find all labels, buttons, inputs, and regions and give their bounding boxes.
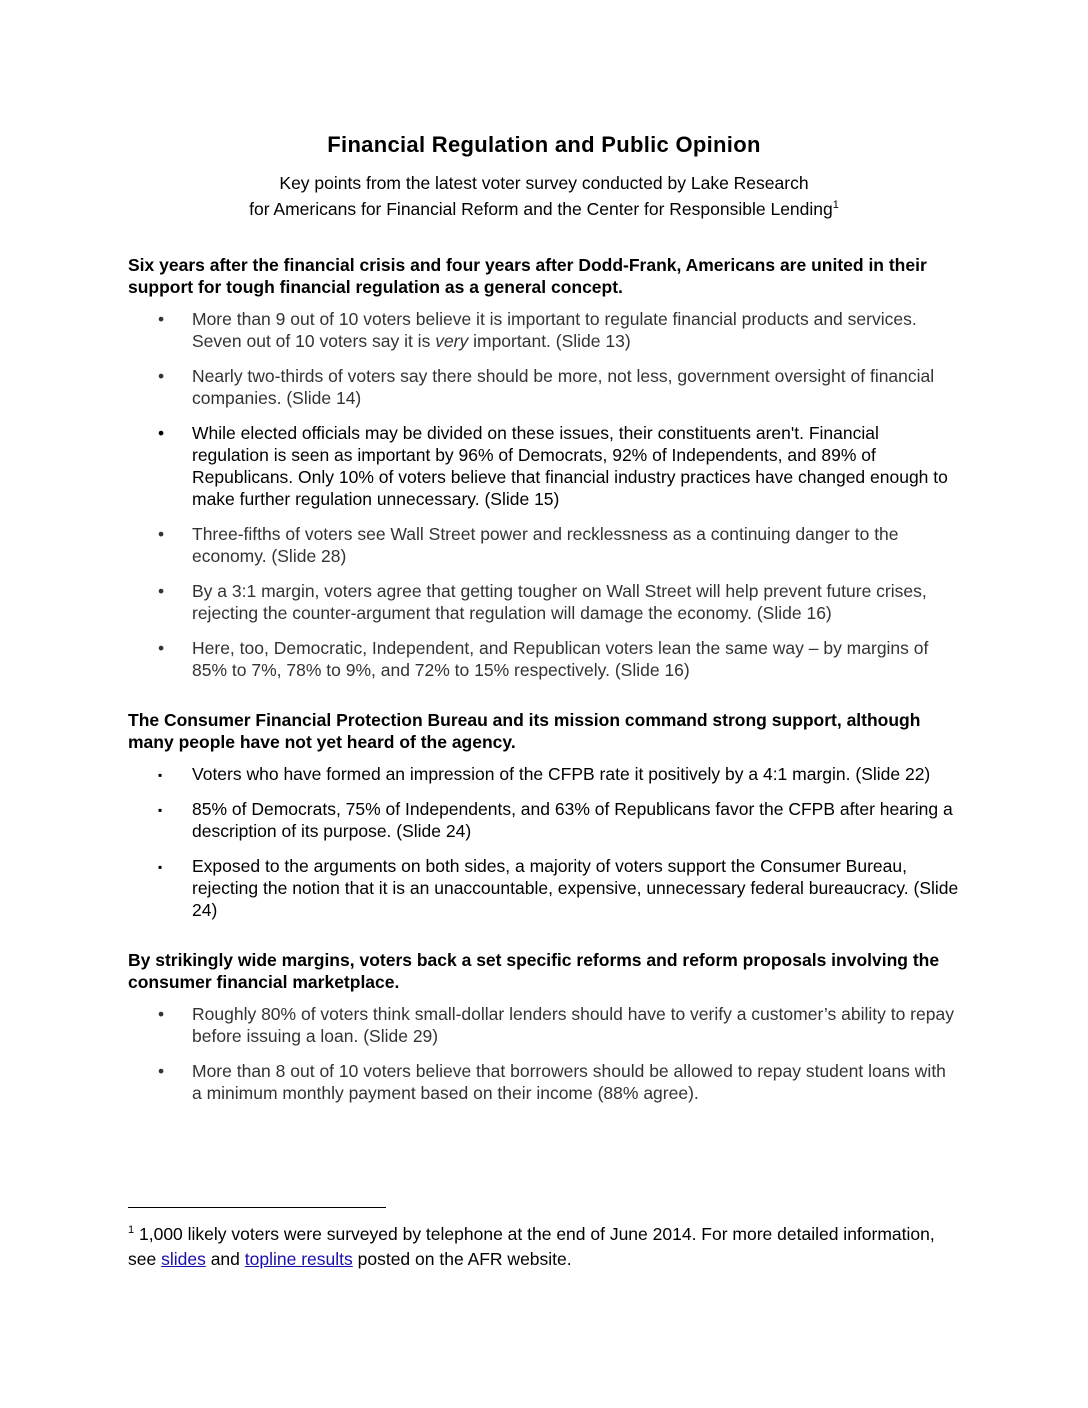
list-item-text: More than 8 out of 10 voters believe that borrowers should be allowed to repay student loans with a minimum monthly payment based on their income (88% agree).: [192, 1060, 946, 1103]
list-item: [128, 365, 960, 409]
emphasis-text: very: [435, 330, 469, 351]
bullet-marker: •: [158, 422, 165, 443]
list-item-text: Roughly 80% of voters think small-dollar lenders should have to verify a customer’s ability to repay before issuing a loan. (Slide 29): [192, 1003, 954, 1046]
list-item-text: Nearly two-thirds of voters say there should be more, not less, government oversight of financial companies. (Slide 14): [192, 365, 935, 408]
bullet-marker: ▪: [158, 767, 163, 782]
bullet-marker: •: [158, 1060, 165, 1081]
list-item: [128, 523, 960, 567]
footnote-separator: [128, 1207, 386, 1208]
bullet-list: [128, 308, 960, 681]
list-item-text: More than 9 out of 10 voters believe it is important to regulate financial products and services. Seven out of 10 voters say it is: [192, 308, 917, 351]
list-item: [128, 1060, 960, 1104]
list-item-text: Exposed to the arguments on both sides, a majority of voters support the Consumer Bureau, rejecting the notion that it is an unaccountable, expensive, unnecessary federal bureaucracy. (Slide 24): [192, 855, 959, 920]
list-item-text: By a 3:1 margin, voters agree that getting tougher on Wall Street will help prevent future crises, rejecting the counter-argument that regulation will damage the economy. (Slide 16): [192, 580, 927, 623]
bullet-marker: •: [158, 308, 165, 329]
footnote-text: and: [205, 1248, 245, 1269]
list-item-text: Here, too, Democratic, Independent, and Republican voters lean the same way – by margins of 85% to 7%, 78% to 9%, and 72% to 15% respectively. (Slide 16): [192, 637, 929, 680]
document-page: [128, 128, 960, 1122]
bullet-marker: •: [158, 637, 165, 658]
bullet-marker: ▪: [158, 802, 163, 817]
list-item: [128, 422, 960, 510]
footnote-text: 1,000 likely voters were surveyed by telephone at the end of June 2014. For more detailed information, see: [128, 1223, 935, 1269]
list-item: [128, 763, 960, 785]
section-specific-reforms: [128, 949, 960, 1104]
section-heading: By strikingly wide margins, voters back a set specific reforms and reform proposals involving the consumer financial marketplace.: [128, 949, 940, 992]
footnote-reference[interactable]: 1: [832, 199, 839, 211]
list-item: [128, 580, 960, 624]
list-item: [128, 308, 960, 352]
bullet-marker: •: [158, 580, 165, 601]
footnote-number: 1: [128, 1224, 135, 1236]
list-item-text: important. (Slide 13): [468, 330, 631, 351]
list-item: [128, 1003, 960, 1047]
slides-link[interactable]: slides: [161, 1248, 206, 1269]
bullet-marker: ▪: [158, 859, 163, 874]
section-heading: The Consumer Financial Protection Bureau and its mission command strong support, although many people have not yet heard of the agency.: [128, 709, 921, 752]
subtitle-line-2: for Americans for Financial Reform and the Center for Responsible Lending: [249, 198, 833, 219]
bullet-marker: •: [158, 523, 165, 544]
list-item-text: While elected officials may be divided on these issues, their constituents aren't. Financial regulation is seen as important by 96% of Democrats, 92% of Independents, and 89% of Republicans. Only 10% of voters believe that financial industry practices have changed enough to make further regulation unnecessary. (Slide 15): [192, 422, 948, 509]
footnote: [128, 1218, 960, 1272]
bullet-marker: •: [158, 365, 165, 386]
section-heading: Six years after the financial crisis and four years after Dodd-Frank, Americans are united in their support for tough financial regulation as a general concept.: [128, 254, 927, 297]
list-item: [128, 798, 960, 842]
bullet-list: [128, 763, 960, 921]
document-title: Financial Regulation and Public Opinion: [327, 132, 761, 157]
list-item: [128, 855, 960, 921]
bullet-marker: •: [158, 1003, 165, 1024]
topline-results-link[interactable]: topline results: [244, 1248, 353, 1269]
document-subtitle: [128, 172, 960, 220]
subtitle-line-1: Key points from the latest voter survey conducted by Lake Research: [279, 173, 809, 193]
list-item-text: 85% of Democrats, 75% of Independents, and 63% of Republicans favor the CFPB after hearing a description of its purpose. (Slide 24): [192, 798, 953, 841]
list-item: [128, 637, 960, 681]
list-item-text: Three-fifths of voters see Wall Street power and recklessness as a continuing danger to the economy. (Slide 28): [192, 523, 899, 566]
footnote-text: posted on the AFR website.: [352, 1248, 572, 1269]
bullet-list: [128, 1003, 960, 1104]
section-cfpb-support: [128, 709, 960, 921]
section-regulation-support: [128, 254, 960, 681]
list-item-text: Voters who have formed an impression of the CFPB rate it positively by a 4:1 margin. (Slide 22): [192, 763, 931, 784]
